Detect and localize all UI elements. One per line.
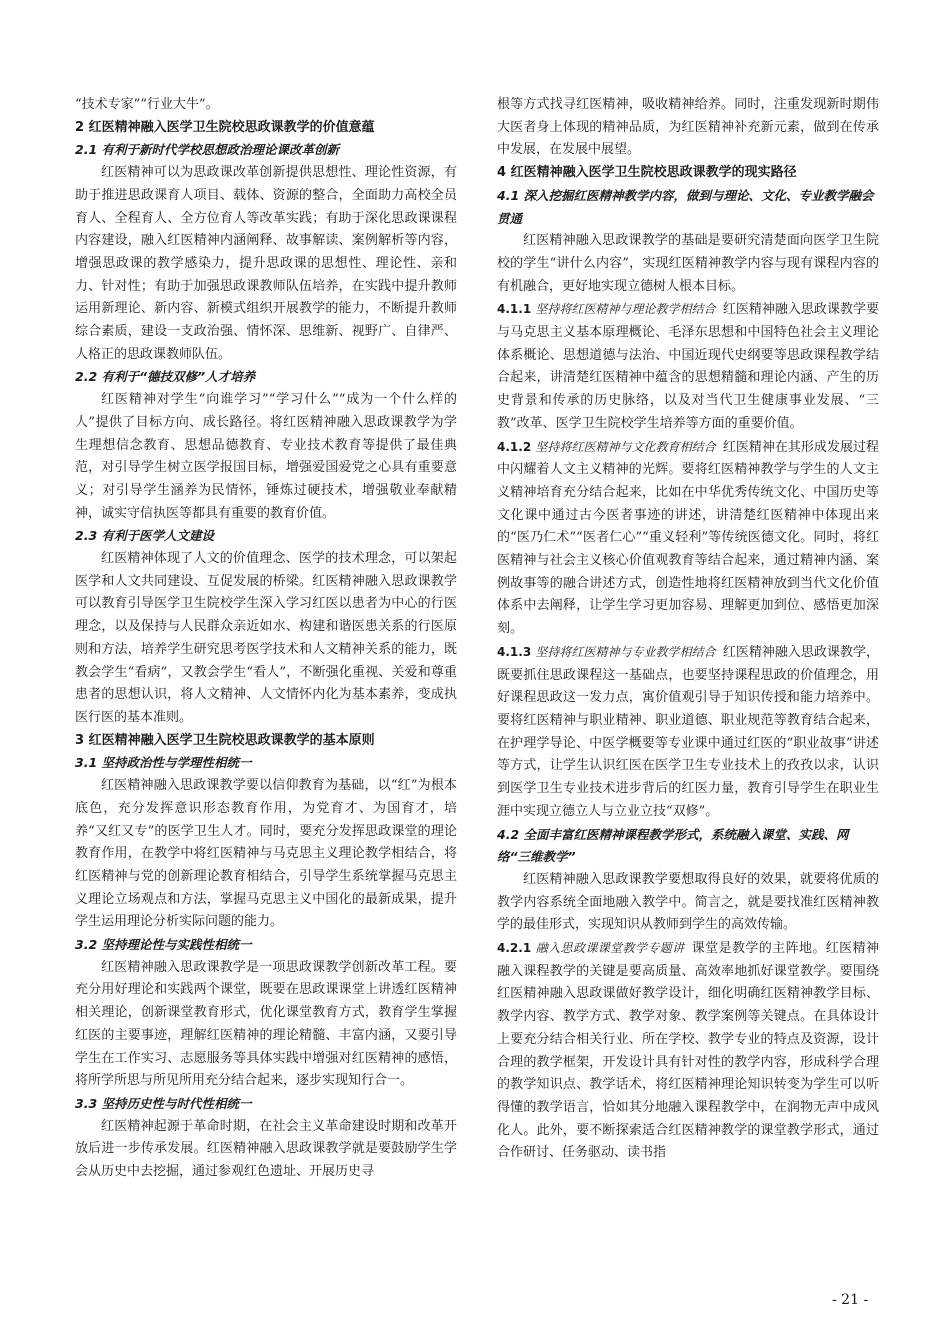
subsection-heading: 2.3 有利于医学人文建设: [75, 528, 214, 544]
subsubsection-paragraph: [497, 298, 879, 435]
paragraph-text: 红医精神在其形成发展过程中闪耀着人文主义精神的光辉。要将红医精神教学与学生的人文主义精神培育充分结合起来，比如在中华优秀传统文化、中国历史等文化课中通过古今医者事迹的讲述，讲清楚红医精神中体现出来的“医乃仁术”“医者仁心”“重义轻利”等传统医德文化。同时，将红医精神与社会主义核心价值观教育等结合起来，通过精神内涵、案例故事等的融合讲述方式，创造性地将红医精神放到当代文化价值体系中去阐释，让学生学习更加容易、理解更加到位、感悟更加深刻。: [497, 439, 879, 637]
subsubsection-number: 4.1.3: [497, 644, 536, 659]
body-paragraph: 红医精神融入思政课教学的基础是要研究清楚面向医学卫生院校的学生“讲什么内容”，实现红医精神教学内容与现有课程内容的有机融合，更好地实现立德树人根本目标。: [497, 233, 879, 294]
paragraph-text: 课堂是教学的主阵地。红医精神融入课程教学的关键是要高质量、高效率地抓好课堂教学。要围绕红医精神融入思政课做好教学设计，细化明确红医精神教学目标、教学内容、教学方式、教学对象、教学案例等关键点。在具体设计上要充分结合相关行业、所在学校、教学专业的特点及资源，设计合理的教学框架，开发设计具有针对性的教学内容，形成科学合理的教学知识点、教学话术，将红医精神理论知识转变为学生可以听得懂的教学语言，恰如其分地融入课程教学中，在润物无声中成风化人。此外，要不断探索适合红医精神教学的课堂教学形式，通过合作研讨、任务驱动、读书指: [497, 941, 879, 1161]
subsubsection-title: 坚持将红医精神与理论教学相结合: [535, 302, 716, 317]
body-paragraph: 红医精神融入思政课教学是一项思政课教学创新改革工程。要充分用好理论和实践两个课堂，既要在思政课课堂上讲透红医精神相关理论，创新课堂教育形式，优化课堂教育方式，教育学生掌握红医的主要事迹，理解红医精神的理论精髓、丰富内涵，又要引导学生在工作实习、志愿服务等具体实践中增强对红医精神的感悟，将所学所思与所见所用充分结合起来，逐步实现知行合一。: [75, 959, 457, 1089]
paragraph-text: 红医精神融入思政课教学，既要抓住思政课程这一基础点，也要坚持课程思政的价值理念，用好课程思政这一发力点，寓价值观引导于知识传授和能力培养中。要将红医精神与职业精神、职业道德、职业规范等教育结合起来，在护理学导论、中医学概要等专业课中通过红医的“职业故事”讲述等方式，让学生认识红医在医学卫生专业技术上的孜孜以求，认识到医学卫生专业技术进步背后的红医力量，教育引导学生在职业生涯中实现立德立人与立业立技“双修”。: [497, 644, 879, 819]
body-paragraph: 红医精神融入思政课教学要以信仰教育为基础，以“红”为根本底色，充分发挥意识形态教育作用，为党育才、为国育才，培养“又红又专”的医学卫生人才。同时，要充分发挥思政课堂的理论教育作用，在教学中将红医精神与马克思主义理论教学相结合，将红医精神与党的创新理论教育相结合，引导学生系统掌握马克思主义理论立场观点和方法，掌握马克思主义中国化的最新成果，提升学生运用理论分析实际问题的能力。: [75, 778, 457, 930]
subsubsection-title: 融入思政课课堂教学专题讲: [535, 941, 685, 956]
subsubsection-paragraph: [497, 436, 879, 641]
subsection-heading: 3.3 坚持历史性与时代性相统一: [75, 1095, 252, 1111]
subsection-heading: 2.1 有利于新时代学校思想政治理论课改革创新: [75, 142, 339, 158]
subsubsection-number: 4.1.1: [497, 302, 536, 317]
subsubsection-title: 坚持将红医精神与专业教学相结合: [535, 644, 716, 659]
subsubsection-paragraph: [497, 641, 879, 824]
body-paragraph: 红医精神起源于革命时期，在社会主义革命建设时期和改革开放后进一步传承发展。红医精神融入思政课教学就是要鼓励学生学会从历史中去挖掘，通过参观红色遗址、开展历史寻: [75, 1118, 457, 1180]
subsection-heading: 3.2 坚持理论性与实践性相统一: [75, 937, 252, 953]
body-paragraph: 红医精神可以为思政课改革创新提供思想性、理论性资源，有助于推进思政课育人项目、载体、资源的整合，全面助力高校全员育人、全程育人、全方位育人等改革实践；有助于深化思政课课程内容建设，融入红医精神内涵阐释、故事解读、案例解析等内容，增强思政课的教学感染力，提升思政课的思想性、理论性、亲和力、针对性；有助于加强思政课教师队伍培养，在实践中提升教师运用新理论、新内容、新模式组织开展教学的能力，不断提升教师综合素质，建设一支政治强、情怀深、思维新、视野广、自律严、人格正的思政课教师队伍。: [75, 165, 457, 362]
subsubsection-title: 坚持将红医精神与文化教育相结合: [535, 439, 716, 454]
subsection-heading: 3.1 坚持政治性与学理性相统一: [75, 755, 252, 771]
section-heading: 2 红医精神融入医学卫生院校思政课教学的价值意蕴: [75, 119, 375, 135]
right-column: [497, 94, 879, 1165]
body-paragraph: 红医精神融入思政课教学要想取得良好的效果，就要将优质的教学内容系统全面地融入教学中。简言之，就是要找准红医精神教学的最佳形式，实现知识从教师到学生的高效传输。: [497, 871, 879, 933]
body-paragraph: “技术专家”“行业大牛”。: [75, 97, 219, 112]
left-column: [75, 94, 457, 1184]
subsection-heading: 2.2 有利于“德技双修”人才培养: [75, 369, 256, 385]
subsection-heading: 4.1 深入挖掘红医精神教学内容，做到与理论、文化、专业教学融会贯通: [497, 187, 874, 226]
paragraph-text: 红医精神融入思政课教学要与马克思主义基本原理概论、毛泽东思想和中国特色社会主义理论体系概论、思想道德与法治、中国近现代史纲要等思政课程教学结合起来，讲清楚红医精神中蕴含的思想精髓和理论内涵、产生的历史背景和传承的历史脉络，以及对当代卫生健康事业发展、“三教”改革、医学卫生院校学生培养等方面的重要价值。: [497, 302, 879, 431]
section-heading: 4 红医精神融入医学卫生院校思政课教学的现实路径: [497, 165, 797, 181]
section-heading: 3 红医精神融入医学卫生院校思政课教学的基本原则: [75, 732, 375, 748]
body-paragraph: 根等方式找寻红医精神，吸收精神给养。同时，注重发现新时期伟大医者身上体现的精神品质，为红医精神补充新元素，做到在传承中发展，在发展中展望。: [497, 97, 879, 158]
subsection-heading: 4.2 全面丰富红医精神课程教学形式，系统融入课堂、实践、网络“三维教学”: [497, 826, 849, 865]
subsubsection-paragraph: [497, 937, 879, 1165]
subsubsection-number: 4.2.1: [497, 941, 536, 956]
page-number: - 21 -: [832, 1292, 869, 1308]
body-paragraph: 红医精神对学生“向谁学习”“学习什么”“成为一个什么样的人”提供了目标方向、成长路径。将红医精神融入思政课教学为学生理想信念教育、思想品德教育、专业技术教育等提供了最佳典范，对引导学生树立医学报国目标，增强爱国爱党之心具有重要意义；对引导学生涵养为民情怀，锤炼过硬技术，增强敬业奉献精神，诚实守信执医等都具有重要的教育价值。: [75, 392, 457, 521]
body-paragraph: 红医精神体现了人文的价值理念、医学的技术理念，可以架起医学和人文共同建设、互促发展的桥梁。红医精神融入思政课教学可以教育引导医学卫生院校学生深入学习红医以患者为中心的行医理念，以及保持与人民群众亲近如水、构建和谐医患关系的行医原则和方法，培养学生研究思考医学技术和人文精神关系的能力，既教会学生“看病”，又教会学生“看人”，不断强化重视、关爱和尊重患者的思想认识，将人文精神、人文情怀内化为基本素养，变成执医行医的基本准则。: [75, 551, 457, 725]
subsubsection-number: 4.1.2: [497, 439, 536, 454]
